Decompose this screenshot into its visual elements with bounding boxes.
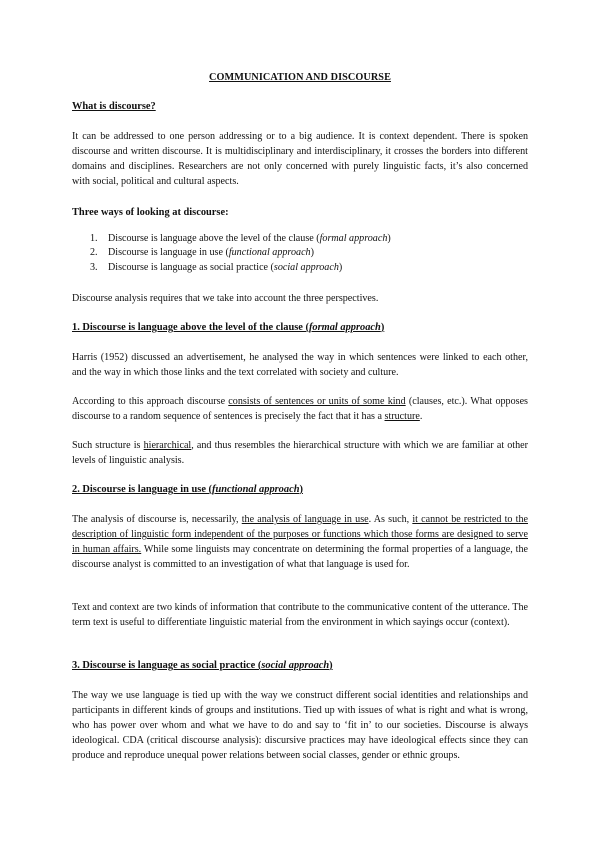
section-3-paragraph-1: The way we use language is tied up with the way we construct different social identities and relationships and participants in different kinds of groups and institutions. Tied up with issues of what is right and what is wrong, who has power over whom and what we have to do and say to ‘fit in’ to our societies. Discourse is always ideological. CDA (critical discourse analysis): discursive practices may have ideological effects since they can produce and reproduce unequal power relations between social classes, gender or ethnic groups. (72, 690, 528, 762)
section-2-paragraph-2: Text and context are two kinds of information that contribute to the communicative content of the utterance. The term text is useful to differentiate linguistic material from the environment in which sayings occur (context). (72, 602, 528, 629)
section-2-paragraph-1: The analysis of discourse is, necessarily, the analysis of language in use. As such, it cannot be restricted to the description of linguistic form independent of the purposes or functions which those forms are designed to serve in human affairs. While some linguists may concentrate on determining the formal properties of a language, the discourse analyst is committed to an investigation of what that language is used for. (72, 514, 528, 571)
what-is-discourse-heading: What is discourse? (72, 101, 156, 112)
section-1-heading: 1. Discourse is language above the level of the clause (formal approach) (72, 322, 385, 333)
list-item: 1. Discourse is language above the level of the clause (formal approach) (90, 233, 391, 244)
section-3-heading: 3. Discourse is language as social practice (social approach) (72, 660, 333, 671)
approaches-list (90, 232, 530, 275)
document-title: COMMUNICATION AND DISCOURSE (209, 72, 391, 83)
list-item: 3. Discourse is language as social practice (social approach) (90, 261, 343, 273)
intro-paragraph: It can be addressed to one person addressing or to a big audience. It is context dependent. There is spoken discourse and written discourse. It is multidisciplinary and interdisciplinary, it crosses the borders into different domains and disciplines. Researchers are not only concerned with purely linguistic facts, it’s also concerned with social, political and cultural aspects. (72, 131, 528, 188)
section-1-paragraph-2: According to this approach discourse consists of sentences or units of some kind (clauses, etc.). What opposes discourse to a random sequence of sentences is precisely the fact that it has a structure. (72, 396, 528, 423)
requires-paragraph: Discourse analysis requires that we take into account the three perspectives. (72, 293, 379, 304)
list-item: 2. Discourse is language in use (functional approach) (90, 247, 314, 259)
three-ways-heading: Three ways of looking at discourse: (72, 207, 229, 218)
section-1-paragraph-3: Such structure is hierarchical, and thus resembles the hierarchical structure with which we are familiar at other levels of linguistic analysis. (72, 440, 528, 467)
section-2-heading: 2. Discourse is language in use (functional approach) (72, 484, 303, 495)
section-1-paragraph-1: Harris (1952) discussed an advertisement, he analysed the way in which sentences were linked to each other, and the way in which those links and the text correlated with society and culture. (72, 352, 528, 379)
